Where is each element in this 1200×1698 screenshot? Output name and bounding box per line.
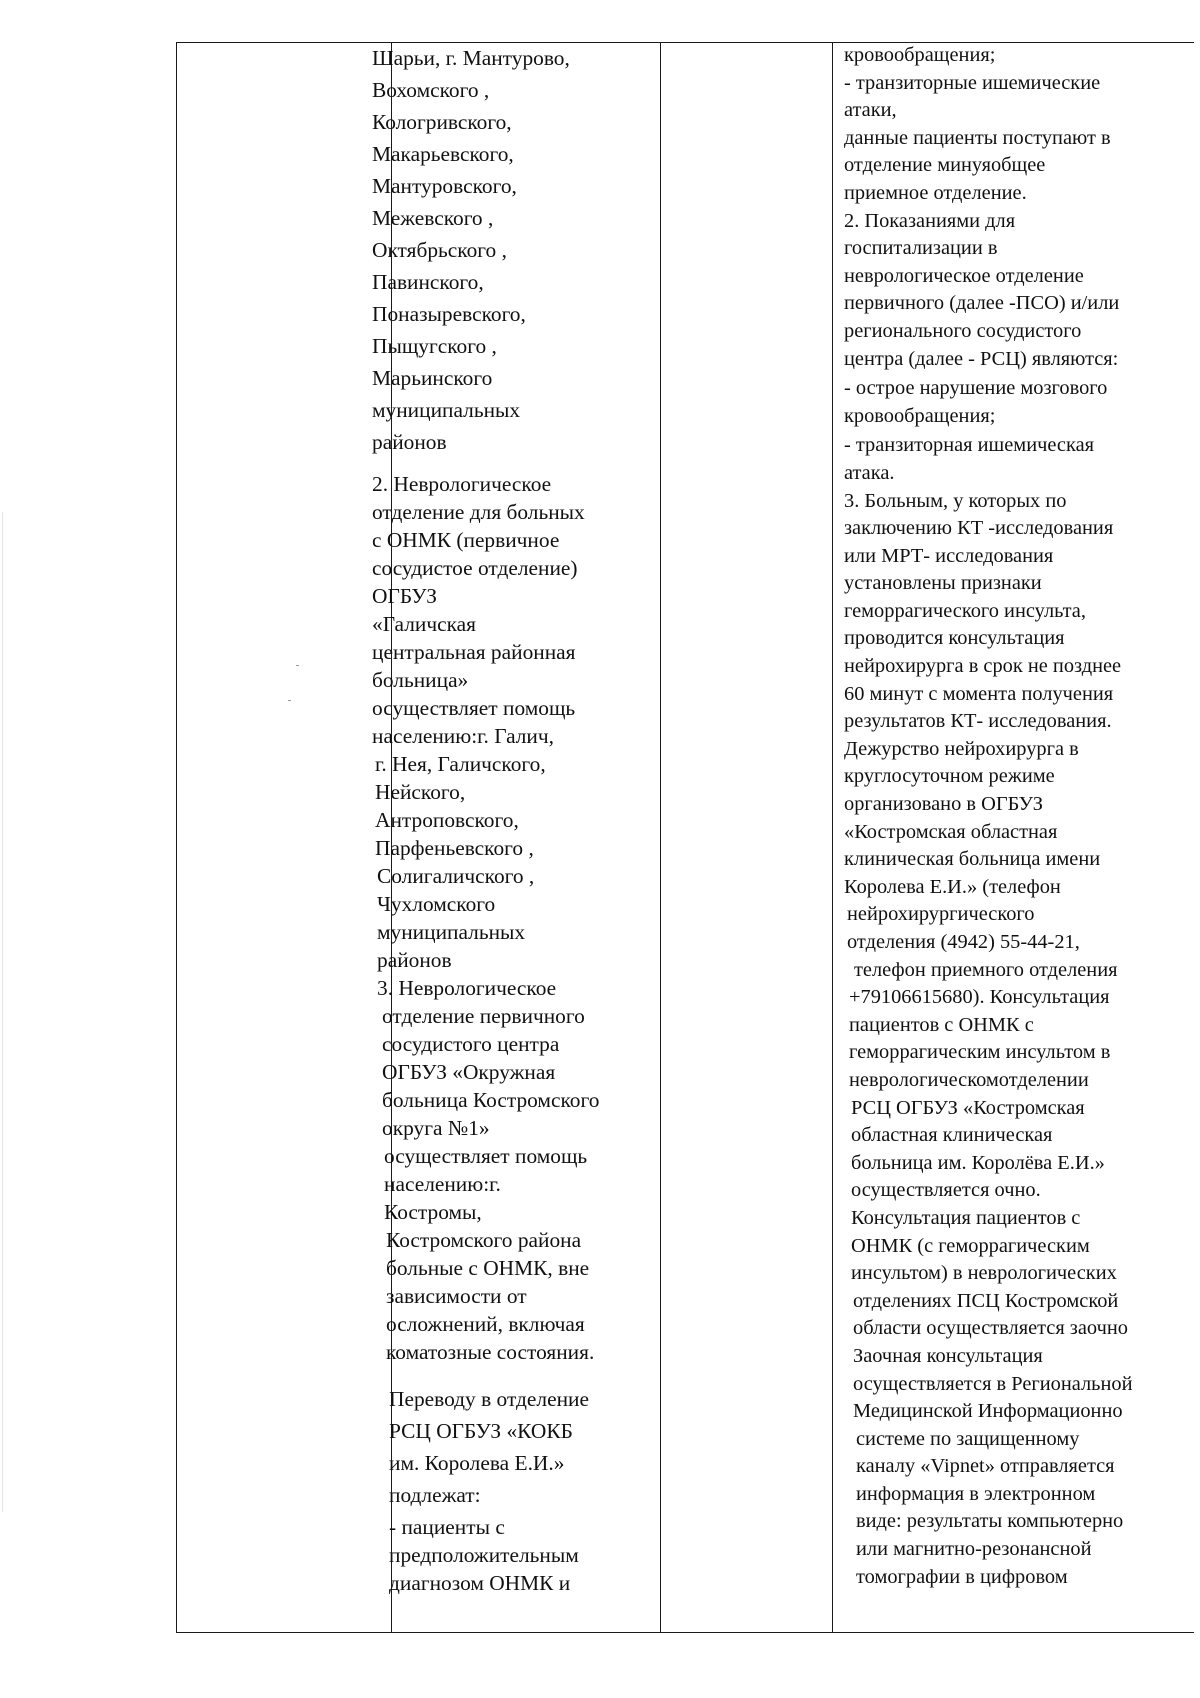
text-line: осложнений, включая (386, 1312, 585, 1336)
text-line: телефон приемного отделения (854, 958, 1118, 981)
table-cell-facilities (372, 42, 640, 1597)
text-line: - острое нарушение мозгового (844, 377, 1108, 400)
text-line: проводится консультация (844, 627, 1065, 650)
text-line: Павинского, (372, 270, 484, 294)
text-line: областная клиническая (851, 1124, 1053, 1147)
text-line: Переводу в отделение (389, 1387, 589, 1411)
text-line: РСЦ ОГБУЗ «Костромская (851, 1096, 1085, 1119)
text-line: атака. (844, 461, 895, 484)
text-line: нейрохирургического (847, 903, 1035, 926)
text-line (372, 456, 640, 468)
text-line: томографии в цифровом (856, 1565, 1068, 1588)
text-line: 60 минут с момента получения (844, 682, 1114, 705)
text-line: установлены признаки (844, 572, 1042, 595)
text-line: им. Королева Е.И.» (389, 1451, 565, 1475)
text-line: 2. Неврологическое (372, 472, 552, 496)
text-line: РСЦ ОГБУЗ «КОКБ (389, 1419, 573, 1443)
text-line: сосудистого центра (382, 1032, 560, 1056)
text-line: «Костромская областная (844, 820, 1058, 843)
table-column-divider (660, 42, 661, 1632)
text-line (372, 1366, 640, 1380)
text-line: отделение минуяобщее (844, 154, 1046, 177)
text-line: Макарьевского, (372, 142, 514, 166)
text-line: данные пациенты поступают в (844, 126, 1111, 149)
text-line: населению:г. (384, 1172, 501, 1196)
text-line: центра (далее - РСЦ) являются: (844, 347, 1119, 370)
text-line: больница» (372, 668, 469, 692)
text-line: каналу «Vipnet» отправляется (856, 1455, 1115, 1478)
text-line: - пациенты с (389, 1515, 505, 1539)
text-line: госпитализации в (844, 237, 998, 260)
text-line: ОГБУЗ «Окружная (382, 1060, 556, 1084)
text-line: Межевского , (372, 206, 494, 230)
text-line: отделение первичного (382, 1004, 585, 1028)
text-line: организовано в ОГБУЗ (844, 793, 1043, 816)
text-line: Кологривского, (372, 110, 512, 134)
text-line: населению:г. Галич, (372, 724, 554, 748)
text-line: муниципальных (377, 920, 526, 944)
text-line: 2. Показаниями для (844, 209, 1016, 232)
text-line: Шарьи, г. Мантурово, (372, 46, 570, 70)
text-line: области осуществляется заочно (853, 1317, 1128, 1340)
text-line: клиническая больница имени (844, 848, 1101, 871)
text-line: приемное отделение. (844, 181, 1027, 204)
text-line: Парфеньевского , (375, 836, 534, 860)
text-line: сосудистое отделение) (372, 556, 578, 580)
text-line: центральная районная (372, 640, 576, 664)
text-line: Чухломского (377, 892, 496, 916)
text-line: первичного (далее -ПСО) и/или (844, 292, 1120, 315)
text-line: Вохомского , (372, 78, 490, 102)
text-line: 3. Неврологическое (377, 976, 557, 1000)
text-line: отделениях ПСЦ Костромской (853, 1289, 1119, 1312)
text-line: или МРТ- исследования (844, 544, 1054, 567)
text-line: нейрохирурга в срок не позднее (844, 655, 1122, 678)
text-line: геморрагическим инсультом в (849, 1041, 1111, 1064)
text-line: районов (372, 430, 447, 454)
text-line: осуществляется в Региональной (853, 1372, 1133, 1395)
text-line: Солигаличского , (377, 864, 535, 888)
text-line: регионального сосудистого (844, 319, 1082, 342)
text-line: Костромского района (386, 1228, 582, 1252)
text-line: коматозные состояния. (386, 1340, 595, 1364)
text-line: осуществляется очно. (851, 1179, 1041, 1202)
text-line: Марьинского (372, 366, 493, 390)
text-line: инсультом) в неврологических (851, 1262, 1117, 1285)
text-line: или магнитно-резонансной (856, 1538, 1092, 1561)
text-line: районов (377, 948, 452, 972)
text-line: муниципальных (372, 398, 521, 422)
text-line: осуществляет помощь (372, 696, 576, 720)
table-column-divider (832, 42, 833, 1632)
text-line: Дежурство нейрохирурга в (844, 737, 1079, 760)
text-line: Медицинской Информационно (853, 1400, 1123, 1423)
text-line: 3. Больным, у которых по (844, 489, 1067, 512)
text-line: предположительным (389, 1543, 579, 1567)
text-line: системе по защищенному (856, 1427, 1080, 1450)
table-column-divider (176, 42, 177, 1632)
table-bottom-border (176, 1632, 1194, 1633)
text-line: с ОНМК (первичное (372, 528, 560, 552)
text-line: неврологическомотделении (849, 1068, 1089, 1091)
text-line: - транзиторная ишемическая (844, 434, 1095, 457)
text-line: кровообращения; (844, 404, 996, 427)
scan-artifact (288, 700, 291, 701)
text-line: ОГБУЗ (372, 584, 437, 608)
text-line: Мантуровского, (372, 174, 517, 198)
text-line: больные с ОНМК, вне (386, 1256, 590, 1280)
text-line: кровообращения; (844, 44, 996, 66)
text-line: «Галичская (372, 612, 476, 636)
text-line: круглосуточном режиме (844, 765, 1055, 788)
text-line: заключению КТ -исследования (844, 517, 1114, 540)
text-line: осуществляет помощь (384, 1144, 588, 1168)
text-line: отделение для больных (372, 500, 585, 524)
text-line: Октябрьского , (372, 238, 507, 262)
text-line: Пыщугского , (372, 334, 497, 358)
text-line: ОНМК (с геморрагическим (851, 1234, 1090, 1257)
text-line: информация в электронном (856, 1482, 1096, 1505)
text-line: округа №1» (382, 1116, 490, 1140)
text-line: Консультация пациентов с (851, 1206, 1081, 1229)
scan-artifact (296, 665, 299, 666)
text-line: Антроповского, (375, 808, 519, 832)
scan-artifact (2, 512, 3, 1512)
text-line: атаки, (844, 99, 897, 122)
text-line: +79106615680). Консультация (849, 986, 1110, 1009)
text-line: - транзиторные ишемические (844, 71, 1101, 94)
text-line: диагнозом ОНМК и (389, 1571, 571, 1595)
text-line: больница Костромского (382, 1088, 600, 1112)
text-line: зависимости от (386, 1284, 527, 1308)
text-line: пациентов с ОНМК с (849, 1013, 1034, 1036)
text-line: подлежат: (389, 1483, 481, 1507)
text-line: больница им. Королёва Е.И.» (851, 1151, 1105, 1174)
text-line: г. Нея, Галичского, (375, 752, 546, 776)
text-line: виде: результаты компьютерно (856, 1510, 1124, 1533)
text-line: Костромы, (384, 1200, 482, 1224)
text-line: результатов КТ- исследования. (844, 710, 1112, 733)
text-line: отделения (4942) 55-44-21, (847, 931, 1080, 953)
table-cell-indications (844, 42, 1200, 1591)
text-line: неврологическое отделение (844, 264, 1084, 287)
text-line: Нейского, (375, 780, 466, 804)
text-line: Поназыревского, (372, 302, 526, 326)
text-line: Заочная консультация (853, 1344, 1043, 1367)
text-line: Королева Е.И.» (телефон (844, 875, 1061, 898)
text-line: геморрагического инсульта, (844, 599, 1086, 622)
